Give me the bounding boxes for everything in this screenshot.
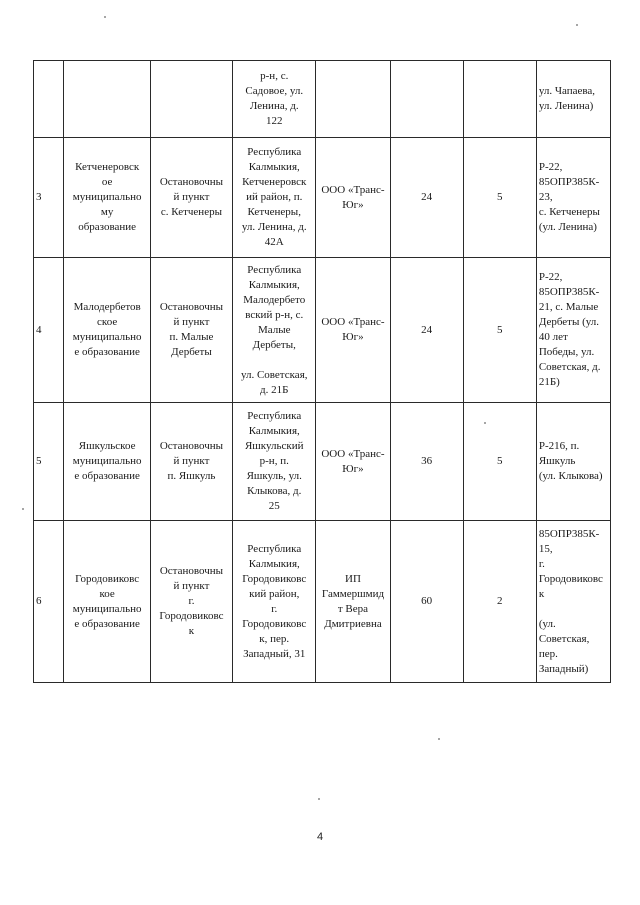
route-cell: 85ОПР385К- 15, г. Городовиковс к (ул. Советская, пер. Западный) — [536, 521, 610, 683]
address-cell: Республика Калмыкия, Яшкульский р-н, п. Яшкуль, ул. Клыкова, д. 25 — [233, 403, 316, 521]
table-row — [34, 138, 611, 258]
municipality-cell: Городовиковс кое муниципально е образование — [64, 521, 150, 683]
carrier-cell: ООО «Транс- Юг» — [316, 258, 390, 403]
count-a-cell: 60 — [390, 521, 463, 683]
row-number-cell — [34, 61, 64, 138]
count-a-cell: 24 — [390, 258, 463, 403]
municipality-cell: Кетченеровск ое муниципально му образование — [64, 138, 150, 258]
carrier-cell: ООО «Транс- Юг» — [316, 138, 390, 258]
address-cell: р-н, с. Садовое, ул. Ленина, д. 122 — [233, 61, 316, 138]
carrier-cell: ООО «Транс- Юг» — [316, 403, 390, 521]
stop-cell: Остановочны й пункт п. Малые Дербеты — [150, 258, 232, 403]
page-number: 4 — [316, 831, 324, 843]
scan-speck — [104, 16, 106, 18]
scan-speck — [576, 24, 578, 26]
carrier-cell — [316, 61, 390, 138]
route-cell: Р-22, 85ОПР385К- 23, с. Кетченеры (ул. Ленина) — [536, 138, 610, 258]
row-number-cell: 6 — [34, 521, 64, 683]
address-cell: Республика Калмыкия, Кетченеровск ий район, п. Кетченеры, ул. Ленина, д. 42А — [233, 138, 316, 258]
municipality-cell — [64, 61, 150, 138]
count-a-cell: 36 — [390, 403, 463, 521]
stop-cell: Остановочны й пункт с. Кетченеры — [150, 138, 232, 258]
route-cell: ул. Чапаева, ул. Ленина) — [536, 61, 610, 138]
count-b-cell: 5 — [463, 258, 536, 403]
count-b-cell — [463, 61, 536, 138]
table-row — [34, 521, 611, 683]
count-a-cell: 24 — [390, 138, 463, 258]
route-cell: Р-216, п. Яшкуль (ул. Клыкова) — [536, 403, 610, 521]
address-cell: Республика Калмыкия, Городовиковс кий район, г. Городовиковс к, пер. Западный, 31 — [233, 521, 316, 683]
municipality-cell: Малодербетов ское муниципально е образование — [64, 258, 150, 403]
stop-cell — [150, 61, 232, 138]
route-cell: Р-22, 85ОПР385К- 21, с. Малые Дербеты (ул. 40 лет Победы, ул. Советская, д. 21Б) — [536, 258, 610, 403]
stops-table — [33, 60, 611, 683]
scan-speck — [484, 422, 486, 424]
row-number-cell: 3 — [34, 138, 64, 258]
address-cell: Республика Калмыкия, Малодербето вский р-н, с. Малые Дербеты, ул. Советская, д. 21Б — [233, 258, 316, 403]
table-row — [34, 258, 611, 403]
row-number-cell: 4 — [34, 258, 64, 403]
carrier-cell: ИП Гаммершмид т Вера Дмитриевна — [316, 521, 390, 683]
stop-cell: Остановочны й пункт г. Городовиковс к — [150, 521, 232, 683]
scan-speck — [438, 738, 440, 740]
stop-cell: Остановочны й пункт п. Яшкуль — [150, 403, 232, 521]
row-number-cell: 5 — [34, 403, 64, 521]
scan-speck — [22, 508, 24, 510]
count-a-cell — [390, 61, 463, 138]
count-b-cell: 2 — [463, 521, 536, 683]
municipality-cell: Яшкульское муниципально е образование — [64, 403, 150, 521]
count-b-cell: 5 — [463, 403, 536, 521]
table-row — [34, 61, 611, 138]
scan-speck — [318, 798, 320, 800]
count-b-cell: 5 — [463, 138, 536, 258]
table-row — [34, 403, 611, 521]
